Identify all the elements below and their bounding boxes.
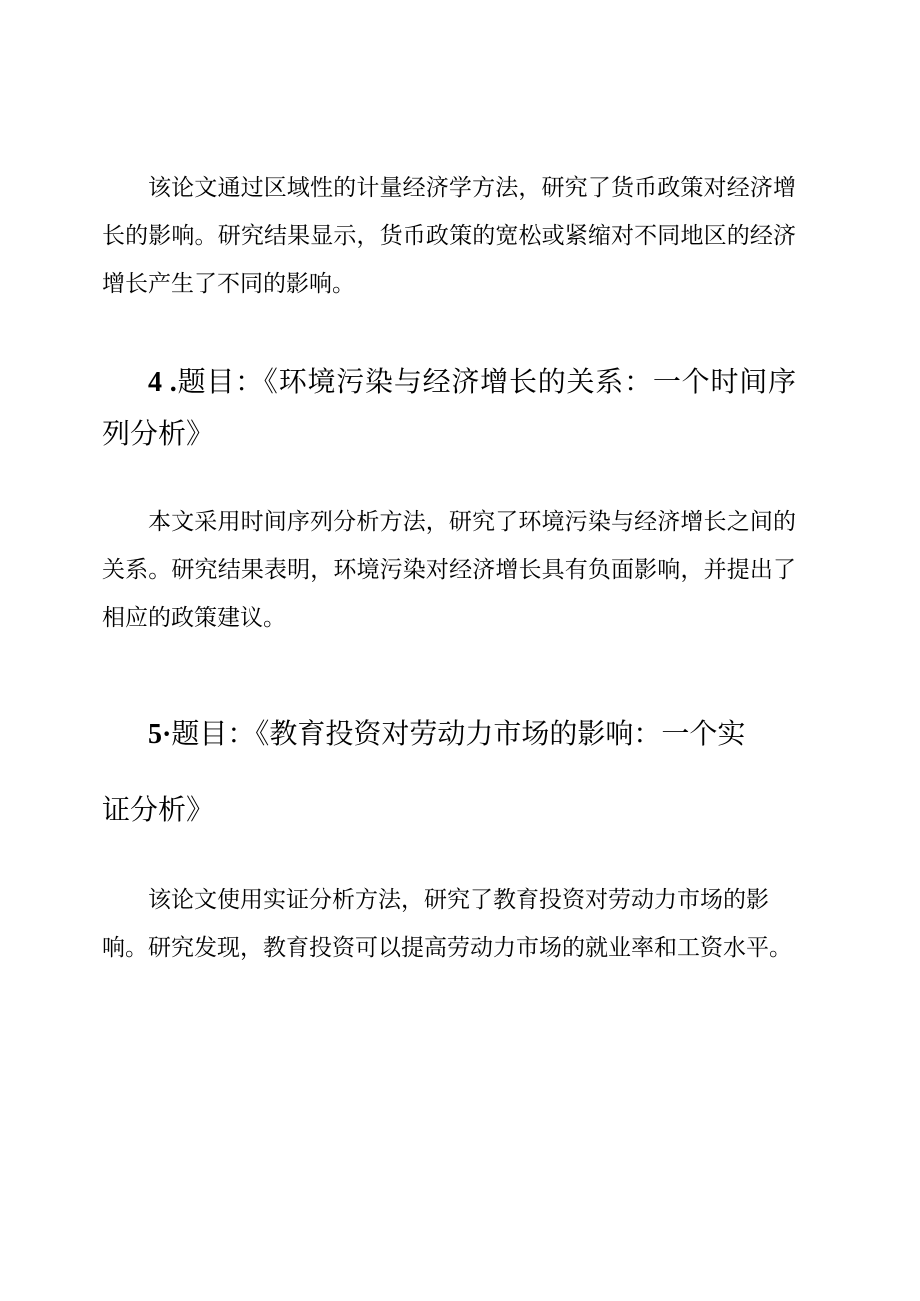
summary-line: 长的影响。研究结果显示，货币政策的宽松或紧缩对不同地区的经济	[102, 223, 796, 249]
title-line: 证分析》	[102, 793, 215, 826]
title-text: 题目：《教育投资对劳动力市场的影响：一个实	[171, 717, 746, 750]
summary-line: 本文采用时间序列分析方法，研究了环境污染与经济增长之间的	[148, 509, 796, 535]
section-5-heading	[102, 696, 796, 847]
title-line: 列分析》	[102, 417, 215, 450]
section-5-summary	[102, 876, 796, 972]
summary-line: 关系。研究结果表明，环境污染对经济增长具有负面影响，并提出了	[102, 557, 796, 583]
section-4-heading	[102, 356, 796, 459]
summary-line: 该论文通过区域性的计量经济学方法，研究了货币政策对经济增	[148, 175, 796, 201]
summary-line: 增长产生了不同的影响。	[102, 271, 355, 297]
summary-line: 响。研究发现，教育投资可以提高劳动力市场的就业率和工资水平。	[102, 935, 792, 961]
section-number: 5·	[148, 719, 172, 750]
title-line	[148, 356, 796, 408]
title-line	[148, 696, 796, 772]
section-4-summary	[102, 498, 796, 642]
section-number: 4 .	[148, 367, 177, 398]
title-text: 题目：《环境污染与经济增长的关系：一个时间序	[176, 365, 797, 398]
summary-line: 该论文使用实证分析方法，研究了教育投资对劳动力市场的影	[148, 887, 769, 913]
section-3-summary	[102, 164, 796, 308]
summary-line: 相应的政策建议。	[102, 605, 286, 631]
